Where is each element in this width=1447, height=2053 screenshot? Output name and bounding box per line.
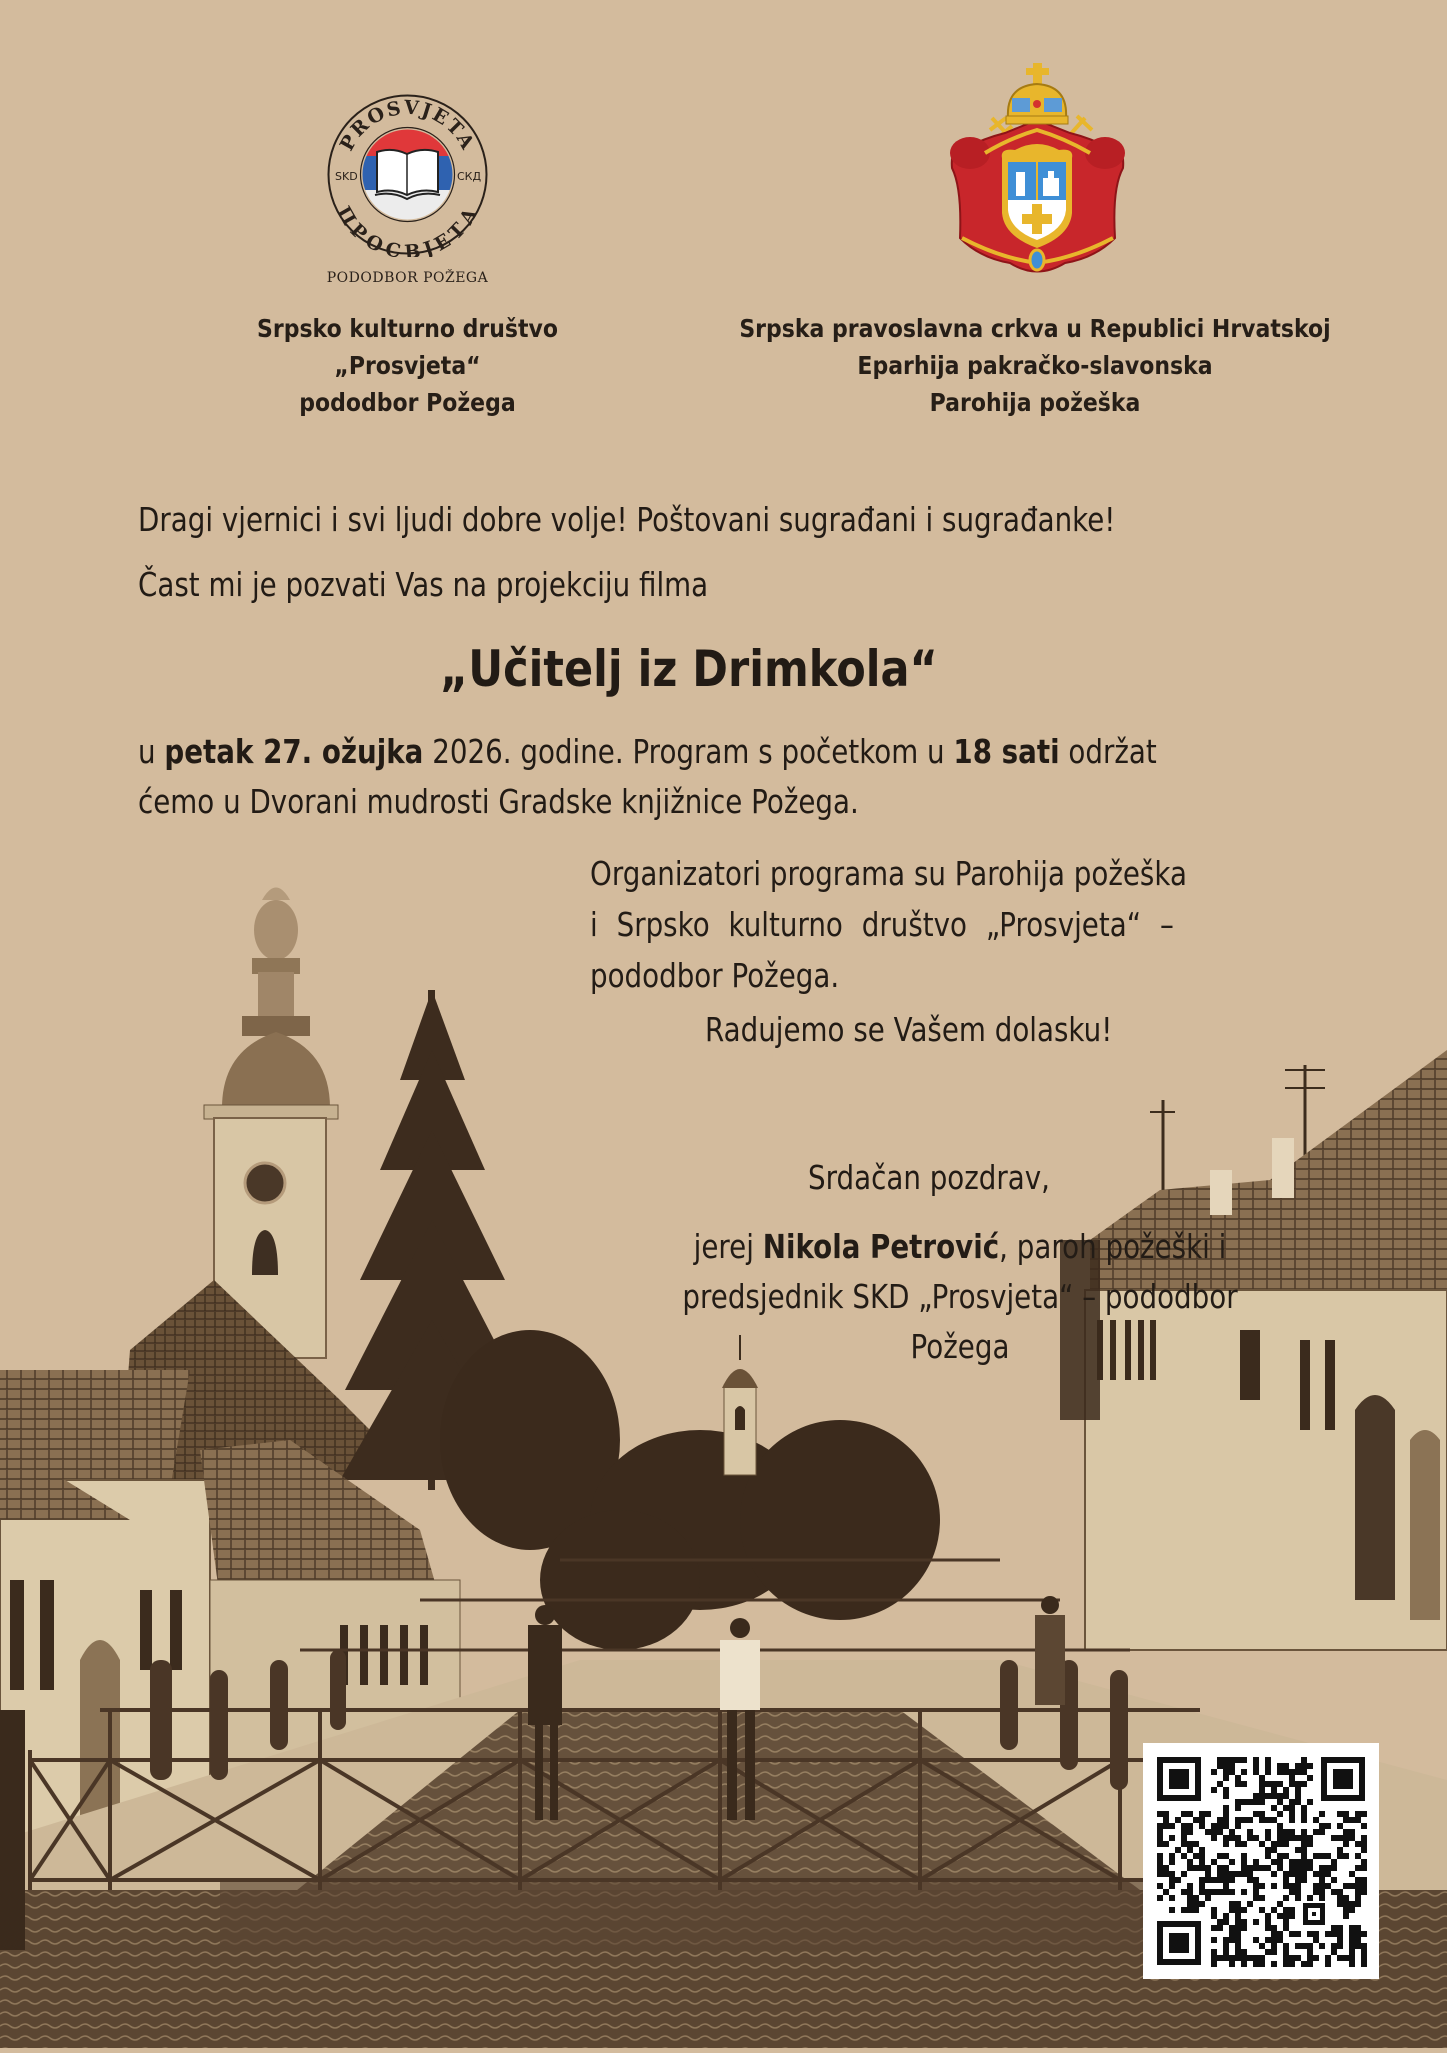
invitation-text: Čast mi je pozvati Vas na projekciju filma bbox=[138, 565, 709, 604]
svg-text:СКД: СКД bbox=[457, 170, 482, 183]
organizers-line-1: Organizatori programa su Parohija požeška bbox=[590, 854, 1187, 893]
svg-text:ПРОСВЈЕТА: ПРОСВЈЕТА bbox=[332, 202, 483, 257]
left-org-line-2: „Prosvjeta“ bbox=[334, 351, 481, 380]
svg-text:SKD: SKD bbox=[335, 170, 358, 183]
signature-title: jerej bbox=[693, 1227, 763, 1266]
organizers-paragraph bbox=[590, 848, 1310, 1001]
date-mid: 2026. godine. Program s početkom u bbox=[423, 732, 954, 771]
film-title: „Učitelj iz Drimkola“ bbox=[440, 640, 938, 698]
right-org-line-2: Eparhija pakračko-slavonska bbox=[857, 351, 1213, 380]
left-organization-caption bbox=[212, 310, 604, 421]
left-org-line-3: pododbor Požega bbox=[299, 388, 516, 417]
right-org-line-1: Srpska pravoslavna crkva u Republici Hrvatskoj bbox=[739, 314, 1331, 343]
eparchy-coat-of-arms-icon bbox=[940, 58, 1135, 290]
organizers-line-2: i Srpsko kulturno društvo „Prosvjeta“ – bbox=[590, 905, 1174, 944]
closing-salutation: Srdačan pozdrav, bbox=[808, 1158, 1050, 1197]
organizers-line-3: pododbor Požega. bbox=[590, 956, 840, 995]
event-venue-line: ćemo u Dvorani mudrosti Gradske knjižnice Požega. bbox=[138, 782, 859, 821]
qr-code[interactable] bbox=[1143, 1743, 1379, 1979]
date-suffix: održat bbox=[1059, 732, 1157, 771]
signature-line-2: predsjednik SKD „Prosvjeta“ – pododbor bbox=[682, 1277, 1238, 1316]
signature-line-3: Požega bbox=[910, 1327, 1010, 1366]
eparchy-coat-of-arms bbox=[940, 58, 1135, 290]
prosvjeta-book-emblem-icon bbox=[325, 92, 490, 257]
event-date-line bbox=[138, 732, 1157, 771]
signature-role: , paroh požeški i bbox=[999, 1227, 1227, 1266]
welcome-text: Radujemo se Vašem dolasku! bbox=[705, 1010, 1113, 1049]
right-organization-caption bbox=[687, 310, 1382, 421]
right-org-line-3: Parohija požeška bbox=[929, 388, 1141, 417]
signatory-name: Nikola Petrović bbox=[762, 1227, 1000, 1266]
left-org-line-1: Srpsko kulturno društvo bbox=[257, 314, 558, 343]
signature-block bbox=[600, 1222, 1320, 1372]
event-time: 18 sati bbox=[953, 732, 1060, 771]
signature-line-1 bbox=[658, 1222, 1263, 1272]
logo-subtitle: PODODBOR POŽEGA bbox=[326, 270, 489, 286]
date-prefix: u bbox=[138, 732, 165, 771]
greeting-text: Dragi vjernici i svi ljudi dobre volje! Poštovani sugrađani i sugrađanke! bbox=[138, 500, 1116, 539]
event-date: petak 27. ožujka bbox=[164, 732, 424, 771]
svg-text:PROSVJETA: PROSVJETA bbox=[335, 96, 480, 155]
qr-code-icon bbox=[1143, 1743, 1379, 1979]
prosvjeta-logo bbox=[325, 92, 490, 257]
